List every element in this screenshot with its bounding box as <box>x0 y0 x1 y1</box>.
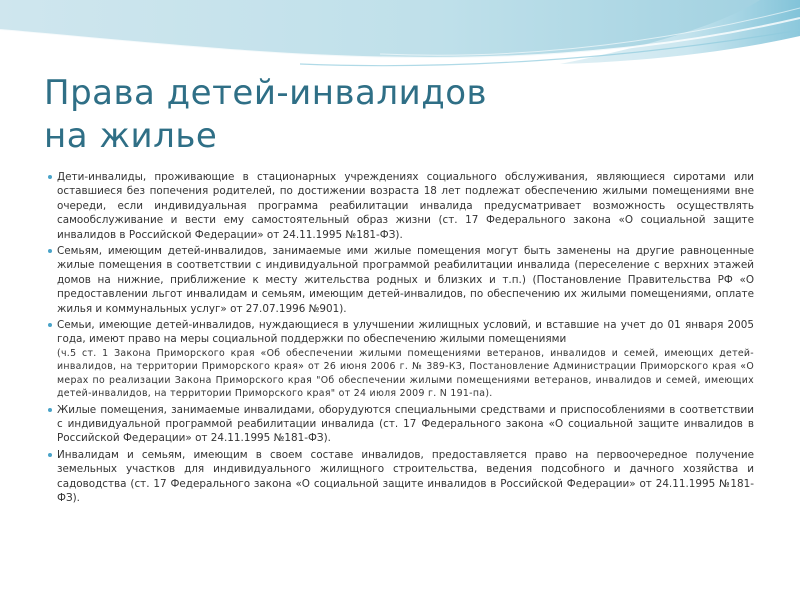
bullet-paragraph <box>48 403 754 446</box>
bullet-paragraph <box>48 318 754 400</box>
bullet-dot-icon <box>48 249 52 253</box>
slide-body <box>48 170 754 507</box>
bullet-paragraph <box>48 448 754 506</box>
bullet-dot-icon <box>48 408 52 412</box>
paragraph-legal-note: (ч.5 ст. 1 Закона Приморского края «Об обеспечении жилыми помещениями ветеранов, инвалидов и семей, имеющих детей-инвалидов, на территории Приморского края» от 26 июня 2006 г. № 389-КЗ, Постановление Администрации Приморского края «О мерах по реализации Закона Приморского края "Об обеспечении жилыми помещениями ветеранов, инвалидов и семей, имеющих детей-инвалидов, на территории Приморского края" от 24 июля 2009 г. N 191-па). <box>57 347 754 400</box>
slide-title <box>44 72 744 158</box>
paragraph-text: Жилые помещения, занимаемые инвалидами, оборудуются специальными средствами и приспособлениями в соответствии с индивидуальной программой реабилитации инвалида (ст. 17 Федерального закона «О социальной защите инвалидов в Российской Федерации» от 24.11.1995 №181-ФЗ). <box>57 403 754 445</box>
bullet-paragraph <box>48 170 754 242</box>
slide-title-line-1: Права детей-инвалидов <box>44 73 488 113</box>
paragraph-text: Инвалидам и семьям, имеющим в своем составе инвалидов, предоставляется право на первоочередное получение земельных участков для индивидуального жилищного строительства, ведения подсобного и дачного хозяйства и садоводства (ст. 17 Федерального закона «О социальной защите инвалидов в Российской Федерации» от 24.11.1995 №181-ФЗ). <box>57 448 754 504</box>
bullet-paragraph <box>48 244 754 316</box>
paragraph-text: Семьям, имеющим детей-инвалидов, занимаемые ими жилые помещения могут быть заменены на другие равноценные жилые помещения в соответствии с индивидуальной программой реабилитации инвалида (переселение с верхних этажей домов на нижние, приближение к месту жительства родных и близких и т.п.) (Постановление Правительства РФ «О предоставлении льгот инвалидам и семьям, имеющим детей-инвалидов, по обеспечению их жилыми помещениями, оплате жилья и коммунальных услуг» от 27.07.1996 №901). <box>57 245 754 315</box>
bullet-dot-icon <box>48 175 52 179</box>
header-wave-banner <box>0 0 800 80</box>
paragraph-text: Семьи, имеющие детей-инвалидов, нуждающиеся в улучшении жилищных условий, и вставшие на учет до 01 января 2005 года, имеют право на меры социальной поддержки по обеспечению жилыми помещениями <box>57 319 754 346</box>
paragraph-text: Дети-инвалиды, проживающие в стационарных учреждениях социального обслуживания, являющиеся сиротами или оставшиеся без попечения родителей, по достижении возраста 18 лет подлежат обеспечению жилыми помещениями вне очереди, если индивидуальная программа реабилитации инвалида предусматривает возможность осуществлять самообслуживание и вести ему самостоятельный образ жизни (ст. 17 Федерального закона «О социальной защите инвалидов в Российской Федерации» от 24.11.1995 №181-ФЗ). <box>57 171 754 241</box>
slide-title-line-2: на жилье <box>44 116 218 156</box>
bullet-dot-icon <box>48 453 52 457</box>
bullet-dot-icon <box>48 323 52 327</box>
